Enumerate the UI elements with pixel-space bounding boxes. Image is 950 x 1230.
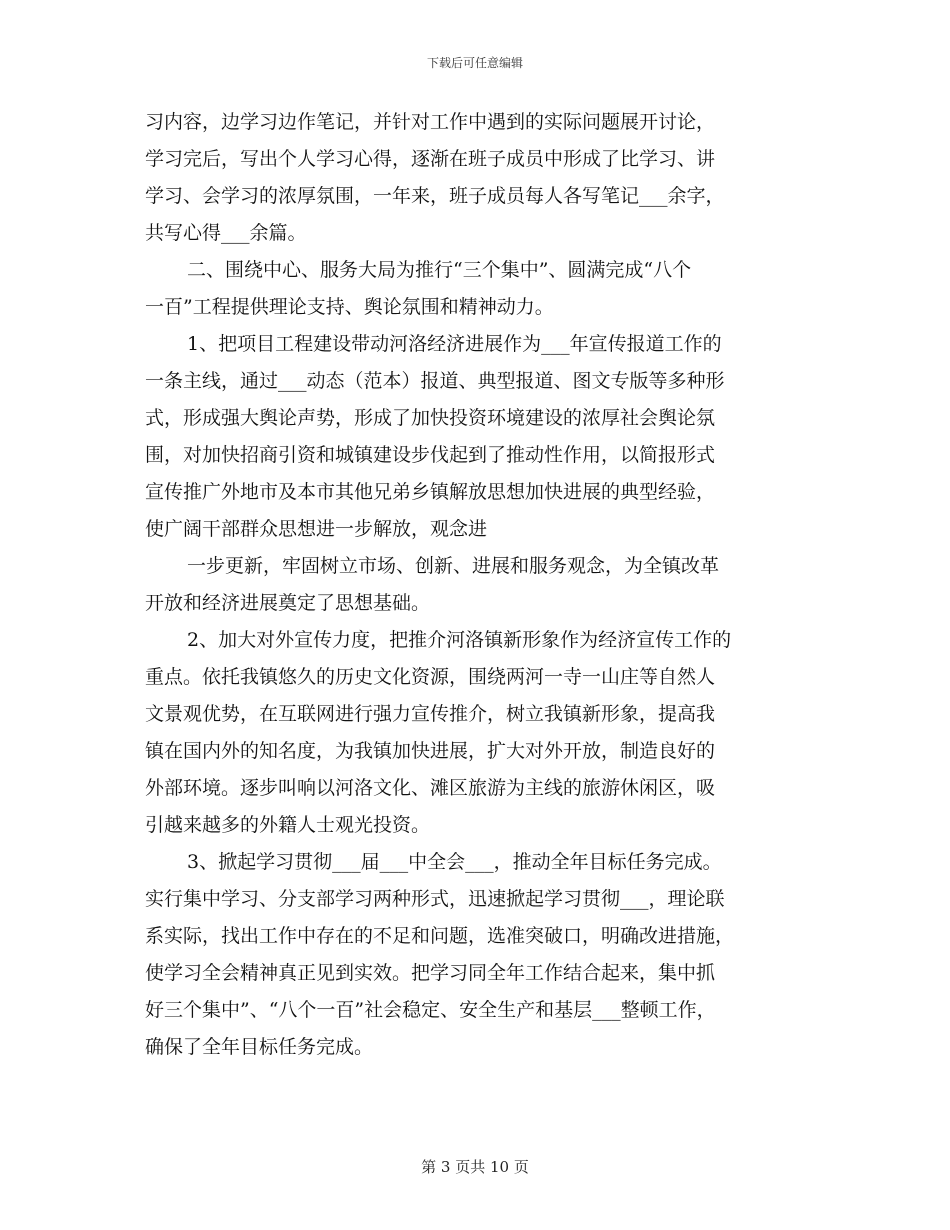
text-line: 二、围绕中心、服务大局为推行“三个集中”、圆满完成“八个	[187, 259, 692, 281]
page-header: 下载后可任意编辑	[426, 56, 523, 70]
text-line: 学习、会学习的浓厚氛围，一年来，班子成员每人各写笔记___余字，	[145, 185, 725, 207]
text-line: 围，对加快招商引资和城镇建设步伐起到了推动性作用，以简报形式	[145, 444, 716, 466]
text-line: 好三个集中”、“八个一百”社会稳定、安全生产和基层___整顿工作，	[145, 999, 716, 1021]
text-line: 3、掀起学习贯彻___届___中全会___，推动全年目标任务完成。	[187, 851, 722, 873]
text-line: 实行集中学习、分支部学习两种形式，迅速掀起学习贯彻___，理论联	[145, 888, 725, 910]
text-line: 镇在国内外的知名度，为我镇加快进展，扩大对外开放，制造良好的	[145, 740, 716, 762]
text-line: 系实际，找出工作中存在的不足和问题，选准突破口，明确改进措施，	[145, 925, 735, 947]
text-line: 确保了全年目标任务完成。	[145, 1036, 374, 1058]
text-line: 外部环境。逐步叫响以河洛文化、滩区旅游为主线的旅游休闲区，吸	[145, 777, 716, 799]
text-line: 引越来越多的外籍人士观光投资。	[145, 814, 431, 836]
text-line: 式，形成强大舆论声势，形成了加快投资环境建设的浓厚社会舆论氛	[145, 407, 716, 429]
text-line: 一步更新，牢固树立市场、创新、进展和服务观念，为全镇改革	[187, 555, 720, 577]
text-line: 学习完后，写出个人学习心得，逐渐在班子成员中形成了比学习、讲	[145, 148, 716, 170]
text-line: 文景观优势，在互联网进行强力宣传推介，树立我镇新形象，提高我	[145, 703, 716, 725]
text-line: 开放和经济进展奠定了思想基础。	[145, 592, 431, 614]
text-line: 重点。依托我镇悠久的历史文化资源，围绕两河一寺一山庄等自然人	[145, 666, 716, 688]
text-line: 宣传推广外地市及本市其他兄弟乡镇解放思想加快进展的典型经验，	[145, 481, 716, 503]
text-line: 一百”工程提供理论支持、舆论氛围和精神动力。	[145, 296, 554, 318]
text-line: 一条主线，通过___动态（范本）报道、典型报道、图文专版等多种形	[145, 370, 725, 392]
text-line: 2、加大对外宣传力度，把推介河洛镇新形象作为经济宣传工作的	[187, 629, 732, 651]
page-number: 第 3 页共 10 页	[421, 1158, 529, 1176]
text-line: 使广阔干部群众思想进一步解放，观念进	[145, 518, 488, 540]
text-line: 1、把项目工程建设带动河洛经济进展作为___年宣传报道工作的	[187, 333, 722, 355]
text-line: 习内容，边学习边作笔记，并针对工作中遇到的实际问题展开讨论，	[145, 111, 716, 133]
text-line: 共写心得___余篇。	[145, 222, 307, 244]
document-body	[145, 104, 815, 1066]
text-line: 使学习全会精神真正见到实效。把学习同全年工作结合起来，集中抓	[145, 962, 716, 984]
